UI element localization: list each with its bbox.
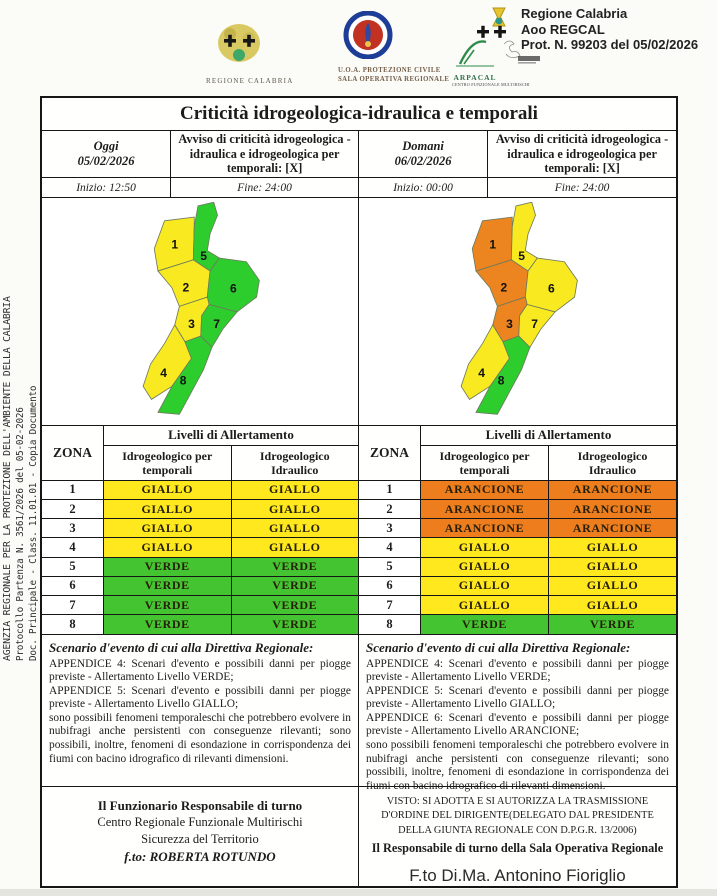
arpacal-logo <box>452 36 542 87</box>
table-row <box>42 577 358 596</box>
zone-number: 3 <box>42 519 104 537</box>
footer-role-title: Il Funzionario Responsabile di turno <box>97 797 303 813</box>
table-row <box>42 519 358 538</box>
today-avviso-cell <box>171 131 359 178</box>
today-date-cell <box>42 131 171 178</box>
map-tomorrow-label-8: 8 <box>497 373 504 388</box>
zona-header: ZONA <box>42 426 104 480</box>
level-temporali: ARANCIONE <box>421 519 549 537</box>
level-temporali: GIALLO <box>104 519 232 537</box>
footer-signature-right: F.to Di.Ma. Antonino Fioriglio <box>409 866 626 885</box>
footer-tomorrow <box>359 787 676 887</box>
level-temporali: GIALLO <box>421 596 549 614</box>
footer-signature-left: f.to: ROBERTA ROTUNDO <box>124 848 276 864</box>
level-temporali: GIALLO <box>421 577 549 595</box>
zona-header: ZONA <box>359 426 421 480</box>
scenario-line: APPENDICE 5: Scenari d'evento e possibili danni per piogge previste - Allertamento Livello GIALLO; <box>366 684 669 711</box>
zone-number: 6 <box>359 577 421 595</box>
table-row <box>42 481 358 500</box>
zone-number: 2 <box>359 500 421 518</box>
map-today-label-5: 5 <box>200 248 207 263</box>
tomorrow-fine: Fine: 24:00 <box>554 181 610 194</box>
level-temporali: VERDE <box>104 596 232 614</box>
tomorrow-avviso-cell <box>488 131 676 178</box>
today-fine: Fine: 24:00 <box>171 178 359 197</box>
levels-header-wrap <box>104 426 358 480</box>
level-idraulico: GIALLO <box>232 538 359 556</box>
protezione-civile-caption-line2: SALA OPERATIVA REGIONALE <box>338 75 450 83</box>
protocol-number-line: Protocollo Partenza N. 3561/2026 del 05-02-2026 <box>15 407 26 661</box>
protezione-civile-caption-line1: U.O.A. PROTEZIONE CIVILE <box>338 67 441 74</box>
level-temporali: GIALLO <box>104 481 232 499</box>
map-today-label-1: 1 <box>171 237 179 252</box>
map-today-label-6: 6 <box>229 281 237 296</box>
day-header-row <box>42 131 676 179</box>
level-idraulico: VERDE <box>232 558 359 576</box>
regione-calabria-emblem-icon <box>206 22 272 70</box>
vertical-protocol-stamp <box>1 241 43 661</box>
col-temporali-header: Idrogeologico per temporali <box>421 446 549 480</box>
level-temporali: VERDE <box>421 615 549 633</box>
level-idraulico: GIALLO <box>232 481 359 499</box>
levels-header-wrap <box>421 426 676 480</box>
protocol-header-line2: Aoo REGCAL <box>521 21 605 37</box>
scenario-line: APPENDICE 5: Scenari d'evento e possibili danni per piogge previste - Allertamento Livello GIALLO; <box>49 684 351 711</box>
level-temporali: VERDE <box>104 558 232 576</box>
tomorrow-date-cell <box>359 131 488 178</box>
level-idraulico: ARANCIONE <box>549 481 676 499</box>
title-row <box>42 98 676 131</box>
level-idraulico: VERDE <box>549 615 676 633</box>
level-temporali: ARANCIONE <box>421 481 549 499</box>
arpacal-emblem-icon <box>452 36 542 68</box>
footer-today <box>42 787 359 887</box>
level-temporali: VERDE <box>104 615 232 633</box>
zone-number: 5 <box>42 558 104 576</box>
table-row <box>42 538 358 557</box>
scenario-line: APPENDICE 6: Scenari d'evento e possibili danni per piogge previste - Allertamento Livello ARANCIONE; <box>366 711 669 738</box>
protezione-civile-caption <box>338 67 450 84</box>
alert-table-tomorrow <box>359 426 676 634</box>
protocol-header-line1: Regione Calabria <box>521 6 628 21</box>
level-idraulico: GIALLO <box>549 538 676 556</box>
level-idraulico: GIALLO <box>232 500 359 518</box>
zone-number: 8 <box>42 615 104 633</box>
levels-title: Livelli di Allertamento <box>104 426 358 446</box>
level-temporali: VERDE <box>104 577 232 595</box>
footer-office-line2: Sicurezza del Territorio <box>141 831 259 846</box>
scenario-line: sono possibili fenomeni temporaleschi che potrebbero evolvere in nubifragi anche persistenti con conseguenze rilevanti; sono possibili, inoltre, fenomeni di esondazione in corrispondenza dei fiumi con bacino idrografico di rilevanti dimensioni. <box>49 711 351 765</box>
zone-number: 2 <box>42 500 104 518</box>
protocol-agency-line: AGENZIA REGIONALE PER LA PROTEZIONE DELL'AMBIENTE DELLA CALABRIA <box>2 296 13 661</box>
level-idraulico: ARANCIONE <box>549 519 676 537</box>
zone-number: 4 <box>359 538 421 556</box>
scenario-line: APPENDICE 4: Scenari d'evento e possibili danni per piogge previste - Allertamento Livello VERDE; <box>366 657 669 684</box>
table-row <box>359 481 676 500</box>
scenario-today <box>42 635 359 786</box>
map-tomorrow-label-6: 6 <box>547 281 555 296</box>
levels-columns <box>421 446 676 480</box>
calabria-map-tomorrow <box>436 202 622 421</box>
alert-tables-row <box>42 426 676 635</box>
tomorrow-date: 06/02/2026 <box>394 154 452 169</box>
map-today-label-4: 4 <box>160 366 167 381</box>
zone-number: 3 <box>359 519 421 537</box>
level-idraulico: VERDE <box>232 596 359 614</box>
footer-office-line: Centro Regionale Funzionale Multirischi <box>97 814 303 829</box>
today-inizio: Inizio: 12:50 <box>42 178 171 197</box>
map-today-label-2: 2 <box>182 280 190 295</box>
level-temporali: GIALLO <box>104 500 232 518</box>
map-today-label-7: 7 <box>213 316 220 331</box>
protocol-header <box>521 6 698 53</box>
regione-calabria-logo <box>206 22 294 85</box>
level-temporali: ARANCIONE <box>421 500 549 518</box>
level-idraulico: VERDE <box>232 577 359 595</box>
table-row <box>42 500 358 519</box>
map-tomorrow-label-3: 3 <box>505 316 513 331</box>
zone-number: 1 <box>42 481 104 499</box>
table-row <box>359 500 676 519</box>
col-idraulico-header: Idrogeologico Idraulico <box>259 448 330 477</box>
table-row <box>359 615 676 633</box>
table-row <box>42 615 358 633</box>
zone-number: 7 <box>42 596 104 614</box>
protezione-civile-logo <box>338 11 450 84</box>
scenario-tomorrow <box>359 635 676 792</box>
zone-number: 8 <box>359 615 421 633</box>
regione-calabria-caption: REGIONE CALABRIA <box>206 77 294 85</box>
tomorrow-avviso-text: Avviso di criticità idrogeologica - idraulica e idrogeologica per temporali: [X] <box>495 132 669 176</box>
arpacal-caption: CENTRO FUNZIONALE MULTIRISCHI <box>452 82 530 87</box>
level-idraulico: GIALLO <box>549 577 676 595</box>
time-row <box>42 178 676 198</box>
protocol-class-line: Doc. Principale - Class. 11.01.01 - Copia Documento <box>28 385 39 661</box>
visto-text: VISTO: SI ADOTTA E SI AUTORIZZA LA TRASMISSIONE D'ORDINE DEL DIRIGENTE(DELEGATO DAL PRESIDENTE DELLA GIUNTA REGIONALE CON D.P.G.R. 13/2006) <box>381 795 654 836</box>
table-row <box>42 558 358 577</box>
table-row <box>42 596 358 615</box>
scenario-line: APPENDICE 4: Scenari d'evento e possibili danni per piogge previste - Allertamento Livello VERDE; <box>49 657 351 684</box>
scenario-heading: Scenario d'evento di cui alla Direttiva Regionale: <box>49 639 314 655</box>
alert-table-today-header <box>42 426 358 481</box>
levels-columns <box>104 446 358 480</box>
maps-row <box>42 198 676 426</box>
map-tomorrow-label-2: 2 <box>500 280 507 295</box>
map-today-label-8: 8 <box>179 373 187 388</box>
scenario-row <box>42 635 676 792</box>
table-row <box>359 558 676 577</box>
level-idraulico: ARANCIONE <box>549 500 676 518</box>
bulletin-document <box>40 96 678 888</box>
table-row <box>359 596 676 615</box>
tomorrow-label: Domani <box>402 139 444 154</box>
map-tomorrow-label-7: 7 <box>530 316 538 331</box>
protocol-header-line3: Prot. N. 99203 del 05/02/2026 <box>521 37 699 52</box>
level-idraulico: GIALLO <box>549 558 676 576</box>
level-idraulico: GIALLO <box>549 596 676 614</box>
alert-table-today <box>42 426 359 634</box>
table-row <box>359 538 676 557</box>
scenario-heading: Scenario d'evento di cui alla Direttiva Regionale: <box>366 639 631 655</box>
zone-number: 1 <box>359 481 421 499</box>
scenario-line: sono possibili fenomeni temporaleschi che potrebbero evolvere in nubifragi anche persistenti con conseguenze rilevanti; sono possibili, inoltre, fenomeni di esondazione in corrispondenza dei fiumi con bacino idrografico di rilevanti dimensioni. <box>366 739 669 792</box>
today-label: Oggi <box>93 139 119 154</box>
level-temporali: GIALLO <box>421 558 549 576</box>
tomorrow-inizio: Inizio: 00:00 <box>359 178 488 197</box>
map-tomorrow-label-1: 1 <box>488 237 496 252</box>
zone-number: 5 <box>359 558 421 576</box>
levels-title: Livelli di Allertamento <box>421 426 676 446</box>
level-idraulico: GIALLO <box>232 519 359 537</box>
arpacal-name: ARPACAL <box>453 73 497 82</box>
map-tomorrow-label-4: 4 <box>477 366 485 381</box>
level-idraulico: VERDE <box>232 615 359 633</box>
footer-role-title-right: Il Responsabile di turno della Sala Operativa Regionale <box>371 841 664 855</box>
level-temporali: GIALLO <box>421 538 549 556</box>
table-row <box>359 519 676 538</box>
today-map-cell <box>42 198 359 425</box>
map-today-label-3: 3 <box>188 316 195 331</box>
page-title: Criticità idrogeologica-idraulica e temporali <box>180 102 538 124</box>
col-idraulico-header: Idrogeologico Idraulico <box>577 448 648 477</box>
page-bottom-edge <box>0 889 717 896</box>
level-temporali: GIALLO <box>104 538 232 556</box>
zone-number: 6 <box>42 577 104 595</box>
protezione-civile-emblem-icon <box>338 11 398 59</box>
today-date: 05/02/2026 <box>77 154 135 169</box>
today-avviso-text: Avviso di criticità idrogeologica - idraulica e idrogeologica per temporali: [X] <box>178 132 351 176</box>
zone-number: 4 <box>42 538 104 556</box>
col-temporali-header: Idrogeologico per temporali <box>104 446 232 480</box>
calabria-map-today <box>118 202 304 421</box>
table-row <box>359 577 676 596</box>
map-tomorrow-label-5: 5 <box>517 248 525 263</box>
zone-number: 7 <box>359 596 421 614</box>
signatures-row <box>42 787 676 887</box>
alert-table-tomorrow-header <box>359 426 676 481</box>
tomorrow-map-cell <box>359 198 676 425</box>
